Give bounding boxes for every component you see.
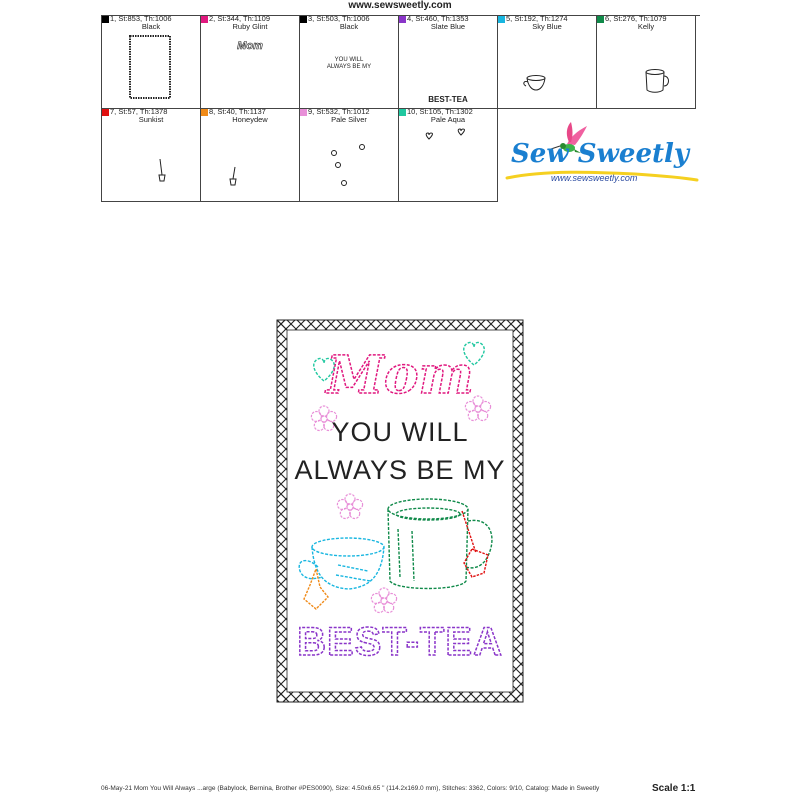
color-name: Kelly (637, 22, 655, 31)
design-line1-text: YOU WILL (331, 417, 469, 447)
svg-text:ALWAYS BE MY: ALWAYS BE MY (326, 64, 372, 70)
color-info: 3, St:503, Th:1006 (308, 16, 370, 23)
color-cell-4 (399, 16, 498, 109)
design-line2-text: ALWAYS BE MY (294, 455, 506, 485)
color-name: Pale Silver (331, 115, 367, 124)
stitch-thumbnail (399, 109, 497, 201)
footer-info: 06-May-21 Mom You Will Always ...arge (Babylock, Bernina, Brother #PES0090), Size: 4.50x6.65 " (114.2x169.0 mm), Stitches: 3362, Colors: 9/10, Catalog: Made in Sweetly (101, 785, 600, 792)
logo-url-text: www.sewsweetly.com (551, 173, 638, 183)
color-info: 1, St:853, Th:1006 (110, 16, 172, 23)
color-name: Sky Blue (532, 22, 562, 31)
color-cell-6 (597, 16, 696, 109)
stitch-thumbnail (102, 16, 200, 108)
color-info: 8, St:40, Th:1137 (209, 109, 266, 116)
thumb-mom-text: Mom (237, 40, 263, 52)
color-cell-5 (498, 16, 597, 109)
svg-text:BEST-TEA: BEST-TEA (428, 95, 468, 104)
color-name: Black (339, 22, 359, 31)
color-name: Pale Aqua (430, 115, 466, 124)
stitch-thumbnail (399, 16, 497, 108)
color-info: 10, St:105, Th:1302 (407, 109, 473, 116)
color-info: 2, St:344, Th:1109 (209, 16, 271, 23)
design-mom-text: Mom (326, 345, 474, 406)
stitch-thumbnail (597, 16, 695, 108)
color-info: 4, St:460, Th:1353 (407, 16, 469, 23)
sew-sweetly-logo (505, 118, 700, 198)
color-cell-3 (300, 16, 399, 109)
color-name: Sunkist (138, 115, 164, 124)
color-cell-7 (102, 109, 201, 202)
color-name: Slate Blue (430, 22, 466, 31)
stitch-thumbnail (201, 109, 299, 201)
stitch-thumbnail (498, 16, 596, 108)
design-best-tea-text: BEST-TEA (297, 620, 503, 664)
svg-text:YOU WILL: YOU WILL (334, 57, 364, 63)
color-name: Black (141, 22, 161, 31)
color-cell-1 (102, 16, 201, 109)
stitch-thumbnail (300, 109, 398, 201)
color-name: Ruby Glint (232, 22, 268, 31)
color-info: 7, St:57, Th:1378 (110, 109, 168, 116)
stitch-thumbnail (102, 109, 200, 201)
stitch-thumbnail (300, 16, 398, 108)
color-cell-9 (300, 109, 399, 202)
color-info: 9, St:532, Th:1012 (308, 109, 370, 116)
color-cell-10 (399, 109, 498, 202)
logo-brand-text: Sew Sweetly (511, 139, 689, 169)
color-cell-8 (201, 109, 300, 202)
scale-label: Scale 1:1 (652, 783, 696, 794)
stitch-thumbnail (201, 16, 299, 108)
site-url[interactable]: www.sewsweetly.com (348, 0, 452, 11)
color-info: 6, St:276, Th:1079 (605, 16, 667, 23)
color-cell-2 (201, 16, 300, 109)
color-name: Honeydew (232, 115, 268, 124)
embroidery-design-preview (276, 319, 524, 703)
color-info: 5, St:192, Th:1274 (506, 16, 568, 23)
